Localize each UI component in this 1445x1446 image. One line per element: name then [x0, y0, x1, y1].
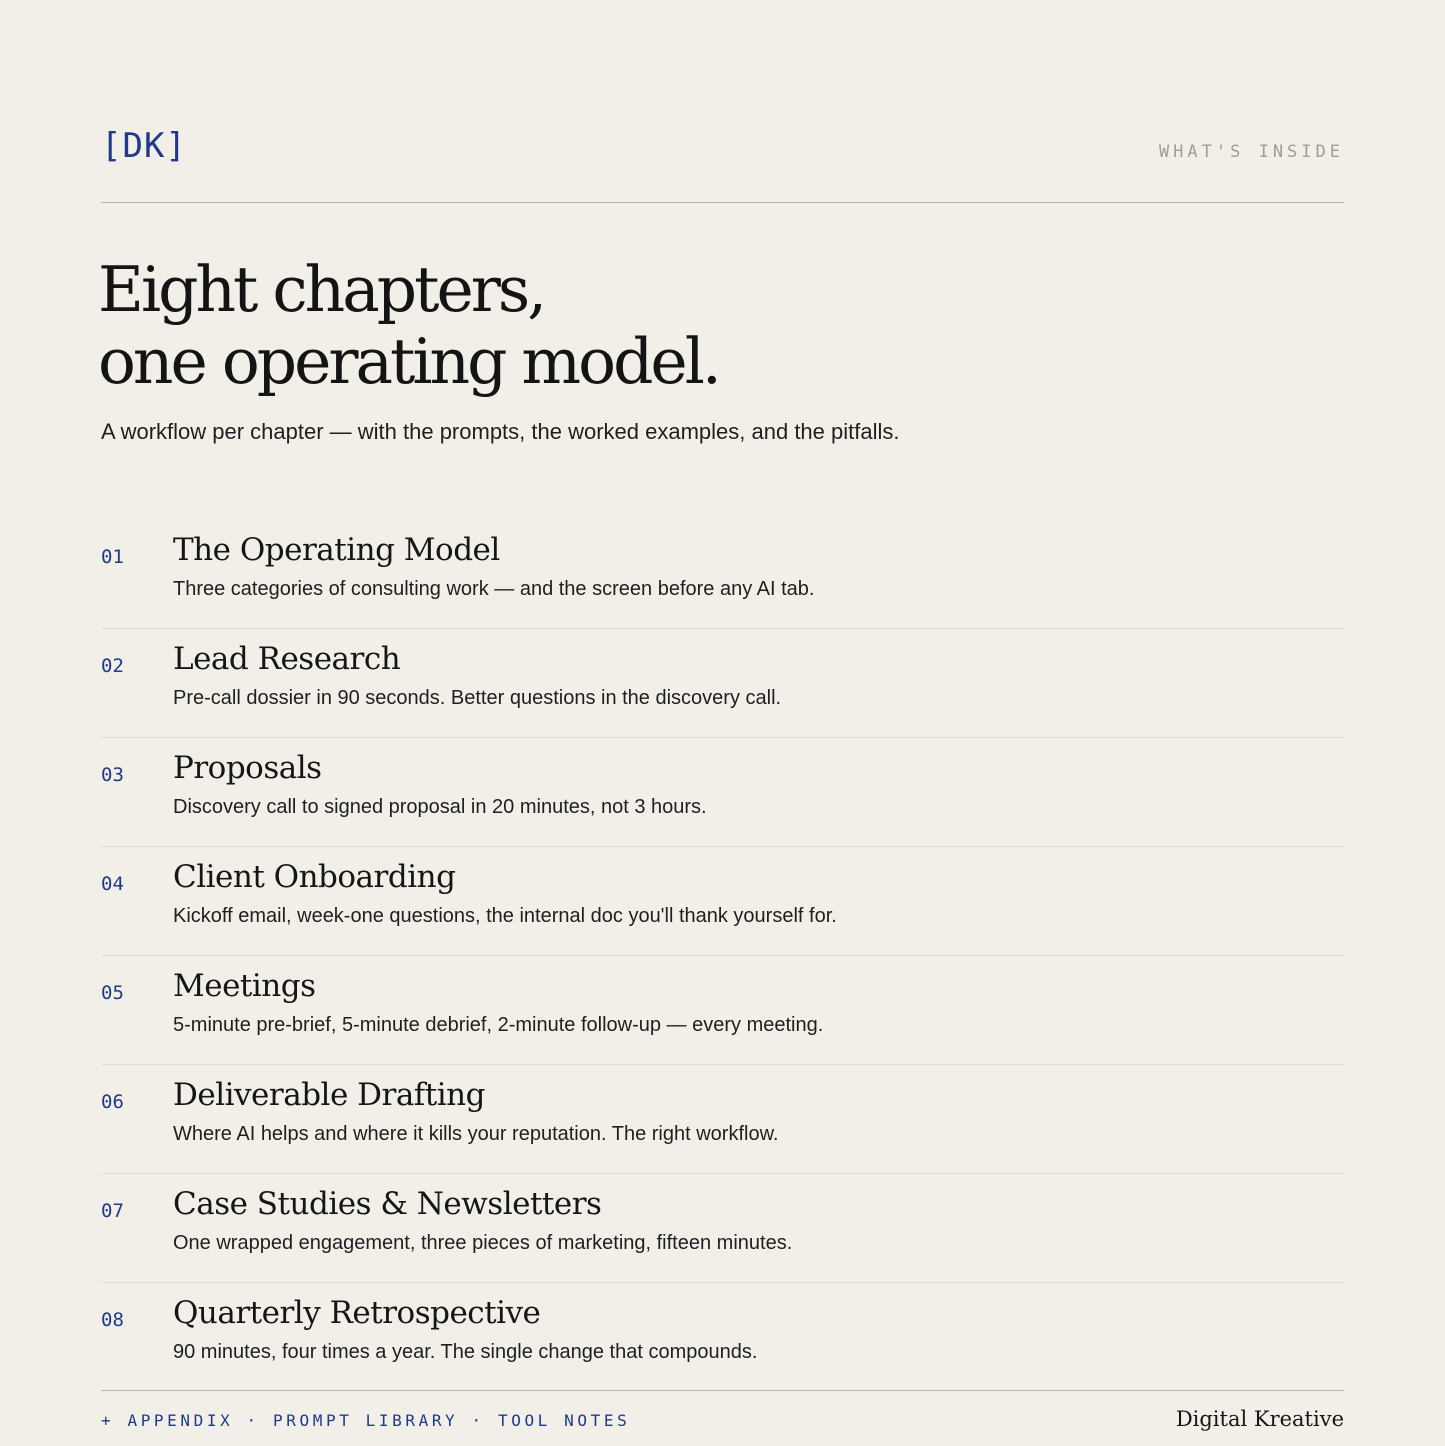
chapter-item	[101, 520, 1344, 629]
chapter-description: Pre-call dossier in 90 seconds. Better questions in the discovery call.	[173, 687, 782, 709]
chapter-number: 01	[101, 546, 124, 568]
chapter-description: Kickoff email, week-one questions, the internal doc you'll thank yourself for.	[173, 905, 837, 927]
chapter-item	[101, 1065, 1344, 1174]
chapter-item	[101, 1174, 1344, 1283]
section-label: WHAT'S INSIDE	[1158, 142, 1344, 162]
page-subtitle: A workflow per chapter — with the prompts, the worked examples, and the pitfalls.	[101, 419, 900, 444]
chapter-description: Where AI helps and where it kills your reputation. The right workflow.	[173, 1123, 779, 1145]
chapter-description: One wrapped engagement, three pieces of marketing, fifteen minutes.	[173, 1232, 793, 1254]
chapter-number: 08	[101, 1309, 124, 1331]
chapter-title: Case Studies & Newsletters	[173, 1186, 602, 1222]
chapter-list	[101, 520, 1344, 1391]
chapter-title: The Operating Model	[173, 532, 500, 568]
page-title	[98, 254, 719, 398]
chapter-title: Lead Research	[173, 641, 401, 677]
footer-extras: + APPENDIX · PROMPT LIBRARY · TOOL NOTES	[101, 1411, 631, 1430]
chapter-item	[101, 738, 1344, 847]
chapter-title: Client Onboarding	[173, 859, 456, 895]
chapter-number: 04	[101, 873, 124, 895]
chapter-description: Discovery call to signed proposal in 20 minutes, not 3 hours.	[173, 796, 707, 818]
chapter-title: Meetings	[173, 968, 316, 1004]
chapter-number: 06	[101, 1091, 124, 1113]
chapter-number: 03	[101, 764, 124, 786]
page	[98, 0, 1344, 1445]
chapter-number: 07	[101, 1200, 124, 1222]
chapter-title: Proposals	[173, 750, 322, 786]
chapter-item	[101, 956, 1344, 1065]
chapter-number: 02	[101, 655, 124, 677]
chapter-description: 5-minute pre-brief, 5-minute debrief, 2-minute follow-up — every meeting.	[173, 1014, 824, 1036]
chapter-title: Deliverable Drafting	[173, 1077, 485, 1113]
header	[101, 122, 1344, 203]
chapter-item	[101, 629, 1344, 738]
chapter-title: Quarterly Retrospective	[173, 1295, 541, 1331]
page-title-line-2: one operating model.	[98, 325, 719, 398]
chapter-item	[101, 1283, 1344, 1391]
chapter-item	[101, 847, 1344, 956]
footer	[101, 1390, 1344, 1446]
brand-logo: [DK]	[101, 126, 187, 166]
chapter-description: Three categories of consulting work — and the screen before any AI tab.	[173, 578, 815, 600]
chapter-description: 90 minutes, four times a year. The single change that compounds.	[173, 1341, 758, 1363]
chapter-number: 05	[101, 982, 124, 1004]
footer-brand: Digital Kreative	[1175, 1407, 1344, 1431]
page-title-line-1: Eight chapters,	[98, 253, 545, 326]
